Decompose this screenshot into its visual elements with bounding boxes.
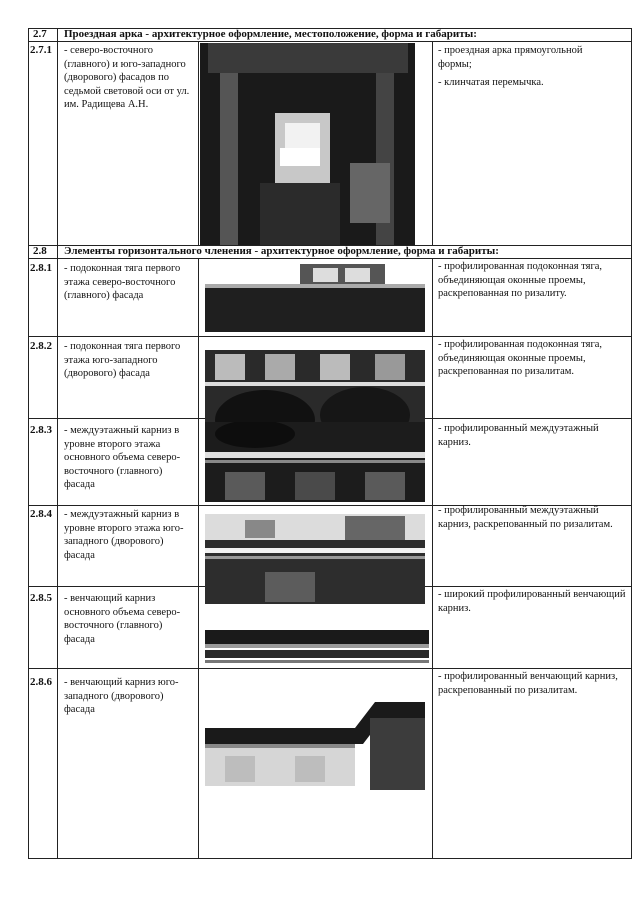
courtyard-crowning-cornice-photo-icon [205,690,425,790]
cornice-photo-icon [205,422,425,502]
section-title: Проездная арка - архитектурное оформление, местоположение, форма и габариты: [64,28,477,40]
row-location: - подоконная тяга первого этажа северо-восточного (главного) фасада [64,263,181,301]
section-number: 2.8 [33,245,47,257]
crowning-cornice-photo-icon [205,626,429,666]
number-column-rule [57,28,58,859]
row-description: - проездная арка прямоугольной формы; [438,45,583,70]
table-bottom-rule [28,858,632,859]
table-right-rule [631,28,632,859]
row-description: - профилированный междуэтажный карниз, раскрепованный по ризалитам. [438,505,613,530]
archway-photo-icon [200,43,415,245]
row-description: - клинчатая перемычка. [438,77,544,88]
row-location: - подоконная тяга первого этажа юго-западного (дворового) фасада [64,341,181,379]
row-number: 2.8.4 [30,508,52,520]
interfloor-cornice-photo-icon [205,514,425,604]
row-rule [28,336,632,337]
row-number: 2.8.5 [30,592,52,604]
row-number: 2.7.1 [30,44,52,56]
section-number: 2.7 [33,28,47,40]
row-description: - профилированная подоконная тяга, объединяющая оконные проемы, раскрепованная по ризалиту. [438,261,603,299]
row-number: 2.8.3 [30,424,52,436]
row-location: - венчающий карниз основного объема северо-восточного (главного) фасада [64,593,181,645]
location-column-rule [198,258,199,858]
row-description: - широкий профилированный венчающий карниз. [438,589,626,614]
row-description: - профилированная подоконная тяга, объединяющая оконные проемы, раскрепованная по ризалитам. [438,339,603,377]
row-description: - профилированный междуэтажный карниз. [438,423,599,448]
row-location: - венчающий карниз юго-западного (дворового) фасада [64,677,179,715]
row-rule [28,668,632,669]
description-column-rule [432,41,433,245]
row-location: - междуэтажный карниз в уровне второго этажа основного объема северо-восточного (главного) фасада [64,425,181,490]
row-number: 2.8.1 [30,262,52,274]
description-column-rule [432,258,433,858]
row-description: - профилированный венчающий карниз, раскрепованный по ризалитам. [438,671,618,696]
row-location: - северо-восточного (главного) и юго-западного (дворового) фасадов по седьмой световой оси от ул. им. Радищева А.Н. [64,45,190,110]
location-column-rule [198,41,199,245]
table-left-rule [28,28,29,859]
row-number: 2.8.6 [30,676,52,688]
sill-band-photo-icon [205,260,425,332]
row-number: 2.8.2 [30,340,52,352]
section-title: Элементы горизонтального членения - архитектурное оформление, форма и габариты: [64,245,499,257]
row-location: - междуэтажный карниз в уровне второго этажа юго-западного (дворового) фасада [64,509,184,561]
